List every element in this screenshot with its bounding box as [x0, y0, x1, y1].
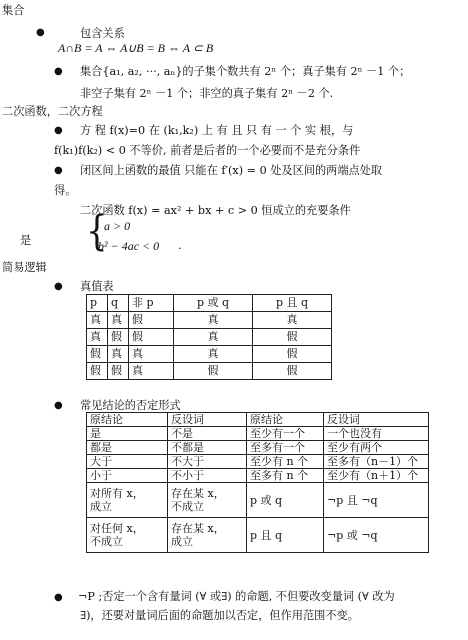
condition-period: .	[178, 239, 182, 252]
root-condition-line1: 方 程 f(x)=0 在 (k₁,k₂) 上 有 且 只 有 一 个 实 根，与	[80, 124, 354, 137]
table-cell: 对任何 x， 不成立	[87, 518, 168, 553]
subset-count-line2: 非空子集有 2ⁿ －1 个；非空的真子集有 2ⁿ －2 个.	[80, 87, 334, 100]
brace-icon: {	[86, 208, 108, 256]
truth-table-title: 真值表	[80, 280, 114, 293]
inclusion-title: 包含关系	[80, 27, 125, 40]
negation-table-title: 常见结论的否定形式	[80, 399, 181, 412]
table-row	[87, 329, 332, 346]
positive-condition-text: 二次函数 f(x) = ax² + bx + c > 0 恒成立的充要条件	[80, 204, 351, 217]
table-cell: p 或 q	[247, 483, 324, 518]
table-cell: 假	[129, 312, 174, 329]
table-cell: 假	[253, 329, 332, 346]
table-cell: 假	[129, 329, 174, 346]
subset-count-line1: 集合{a₁, a₂, ···, aₙ}的子集个数共有 2ⁿ 个；真子集有 2ⁿ －1 个；	[80, 65, 411, 78]
table-cell: 大于	[87, 455, 168, 469]
table-cell: 假	[108, 329, 129, 346]
table-cell: 至多有 n 个	[247, 469, 324, 483]
bullet-icon: ●	[54, 66, 63, 77]
table-row	[87, 346, 332, 363]
table-cell: 假	[108, 363, 129, 380]
table-cell: 真	[87, 329, 108, 346]
bullet-icon: ●	[54, 125, 63, 136]
table-cell: 不小于	[168, 469, 247, 483]
table-cell: 真	[108, 312, 129, 329]
table-cell: 真	[174, 312, 253, 329]
table-cell: 假	[87, 346, 108, 363]
table-cell: 对所有 x， 成立	[87, 483, 168, 518]
bullet-icon: ●	[54, 165, 63, 176]
condition-a: a > 0	[104, 219, 131, 233]
extreme-value-line1: 闭区间上函数的最值 只能在 f′(x) = 0 处及区间的两端点处取	[80, 164, 383, 177]
inclusion-formula: A∩B = A ⇔ A∪B = B ⇔ A ⊂ B	[58, 41, 214, 55]
table-cell: 假	[174, 363, 253, 380]
table-row	[87, 455, 429, 469]
table-header-cell: 非 p	[129, 295, 174, 312]
table-cell: 假	[253, 346, 332, 363]
table-header-cell: p	[87, 295, 108, 312]
section-title-set: 集合	[2, 4, 25, 17]
table-cell: 至少有两个	[324, 441, 429, 455]
table-header-cell: 反设词	[168, 413, 247, 427]
table-cell: 至少有（n＋1）个	[324, 469, 429, 483]
table-cell: 真	[174, 329, 253, 346]
table-row	[87, 312, 332, 329]
table-cell: 真	[87, 312, 108, 329]
bullet-icon: ●	[36, 27, 45, 38]
table-row	[87, 441, 429, 455]
bullet-icon: ●	[54, 281, 63, 292]
root-condition-line2: f(k₁)f(k₂) < 0 不等价, 前者是后者的一个必要而不是充分条件	[54, 144, 361, 157]
table-cell: 真	[108, 346, 129, 363]
table-cell: 都是	[87, 441, 168, 455]
table-cell: 不都是	[168, 441, 247, 455]
table-header-row	[87, 295, 332, 312]
table-cell: 不大于	[168, 455, 247, 469]
table-cell: 至多有（n－1）个	[324, 455, 429, 469]
table-header-cell: p 或 q	[174, 295, 253, 312]
table-row	[87, 469, 429, 483]
extreme-value-line2: 得。	[54, 184, 77, 197]
section-title-quadratic: 二次函数，二次方程	[2, 105, 103, 118]
table-cell: 一个也没有	[324, 427, 429, 441]
condition-discriminant: b² − 4ac < 0	[98, 239, 160, 253]
table-cell: 真	[174, 346, 253, 363]
table-cell: ¬p 且 ¬q	[324, 483, 429, 518]
table-cell: 是	[87, 427, 168, 441]
table-row	[87, 483, 429, 518]
bullet-icon: ●	[54, 400, 63, 411]
table-row	[87, 518, 429, 553]
negation-table	[86, 412, 429, 553]
table-header-cell: p 且 q	[253, 295, 332, 312]
table-cell: 真	[253, 312, 332, 329]
table-header-cell: 原结论	[247, 413, 324, 427]
table-cell: p 且 q	[247, 518, 324, 553]
table-cell: 假	[253, 363, 332, 380]
bullet-icon: ●	[54, 592, 63, 603]
table-cell: 至少有一个	[247, 427, 324, 441]
table-cell: 存在某 x， 不成立	[168, 483, 247, 518]
condition-is-label: 是	[20, 234, 32, 247]
table-cell: 至多有一个	[247, 441, 324, 455]
table-cell: 真	[129, 346, 174, 363]
negation-note-line1: ¬P ;否定一个含有量词 (∀ 或∃) 的命题, 不但要改变量词 (∀ 改为	[78, 590, 395, 603]
table-cell: 小于	[87, 469, 168, 483]
table-header-cell: q	[108, 295, 129, 312]
table-header-cell: 反设词	[324, 413, 429, 427]
table-header-cell: 原结论	[87, 413, 168, 427]
section-title-logic: 简易逻辑	[2, 261, 47, 274]
table-cell: 假	[87, 363, 108, 380]
table-cell: 真	[129, 363, 174, 380]
table-row	[87, 363, 332, 380]
negation-note-line2: ∃)，还要对量词后面的命题加以否定，但作用范围不变。	[80, 609, 359, 622]
table-row	[87, 427, 429, 441]
table-cell: 存在某 x， 成立	[168, 518, 247, 553]
table-cell: 至少有 n 个	[247, 455, 324, 469]
table-header-row	[87, 413, 429, 427]
table-cell: 不是	[168, 427, 247, 441]
table-cell: ¬p 或 ¬q	[324, 518, 429, 553]
truth-table	[86, 294, 332, 380]
